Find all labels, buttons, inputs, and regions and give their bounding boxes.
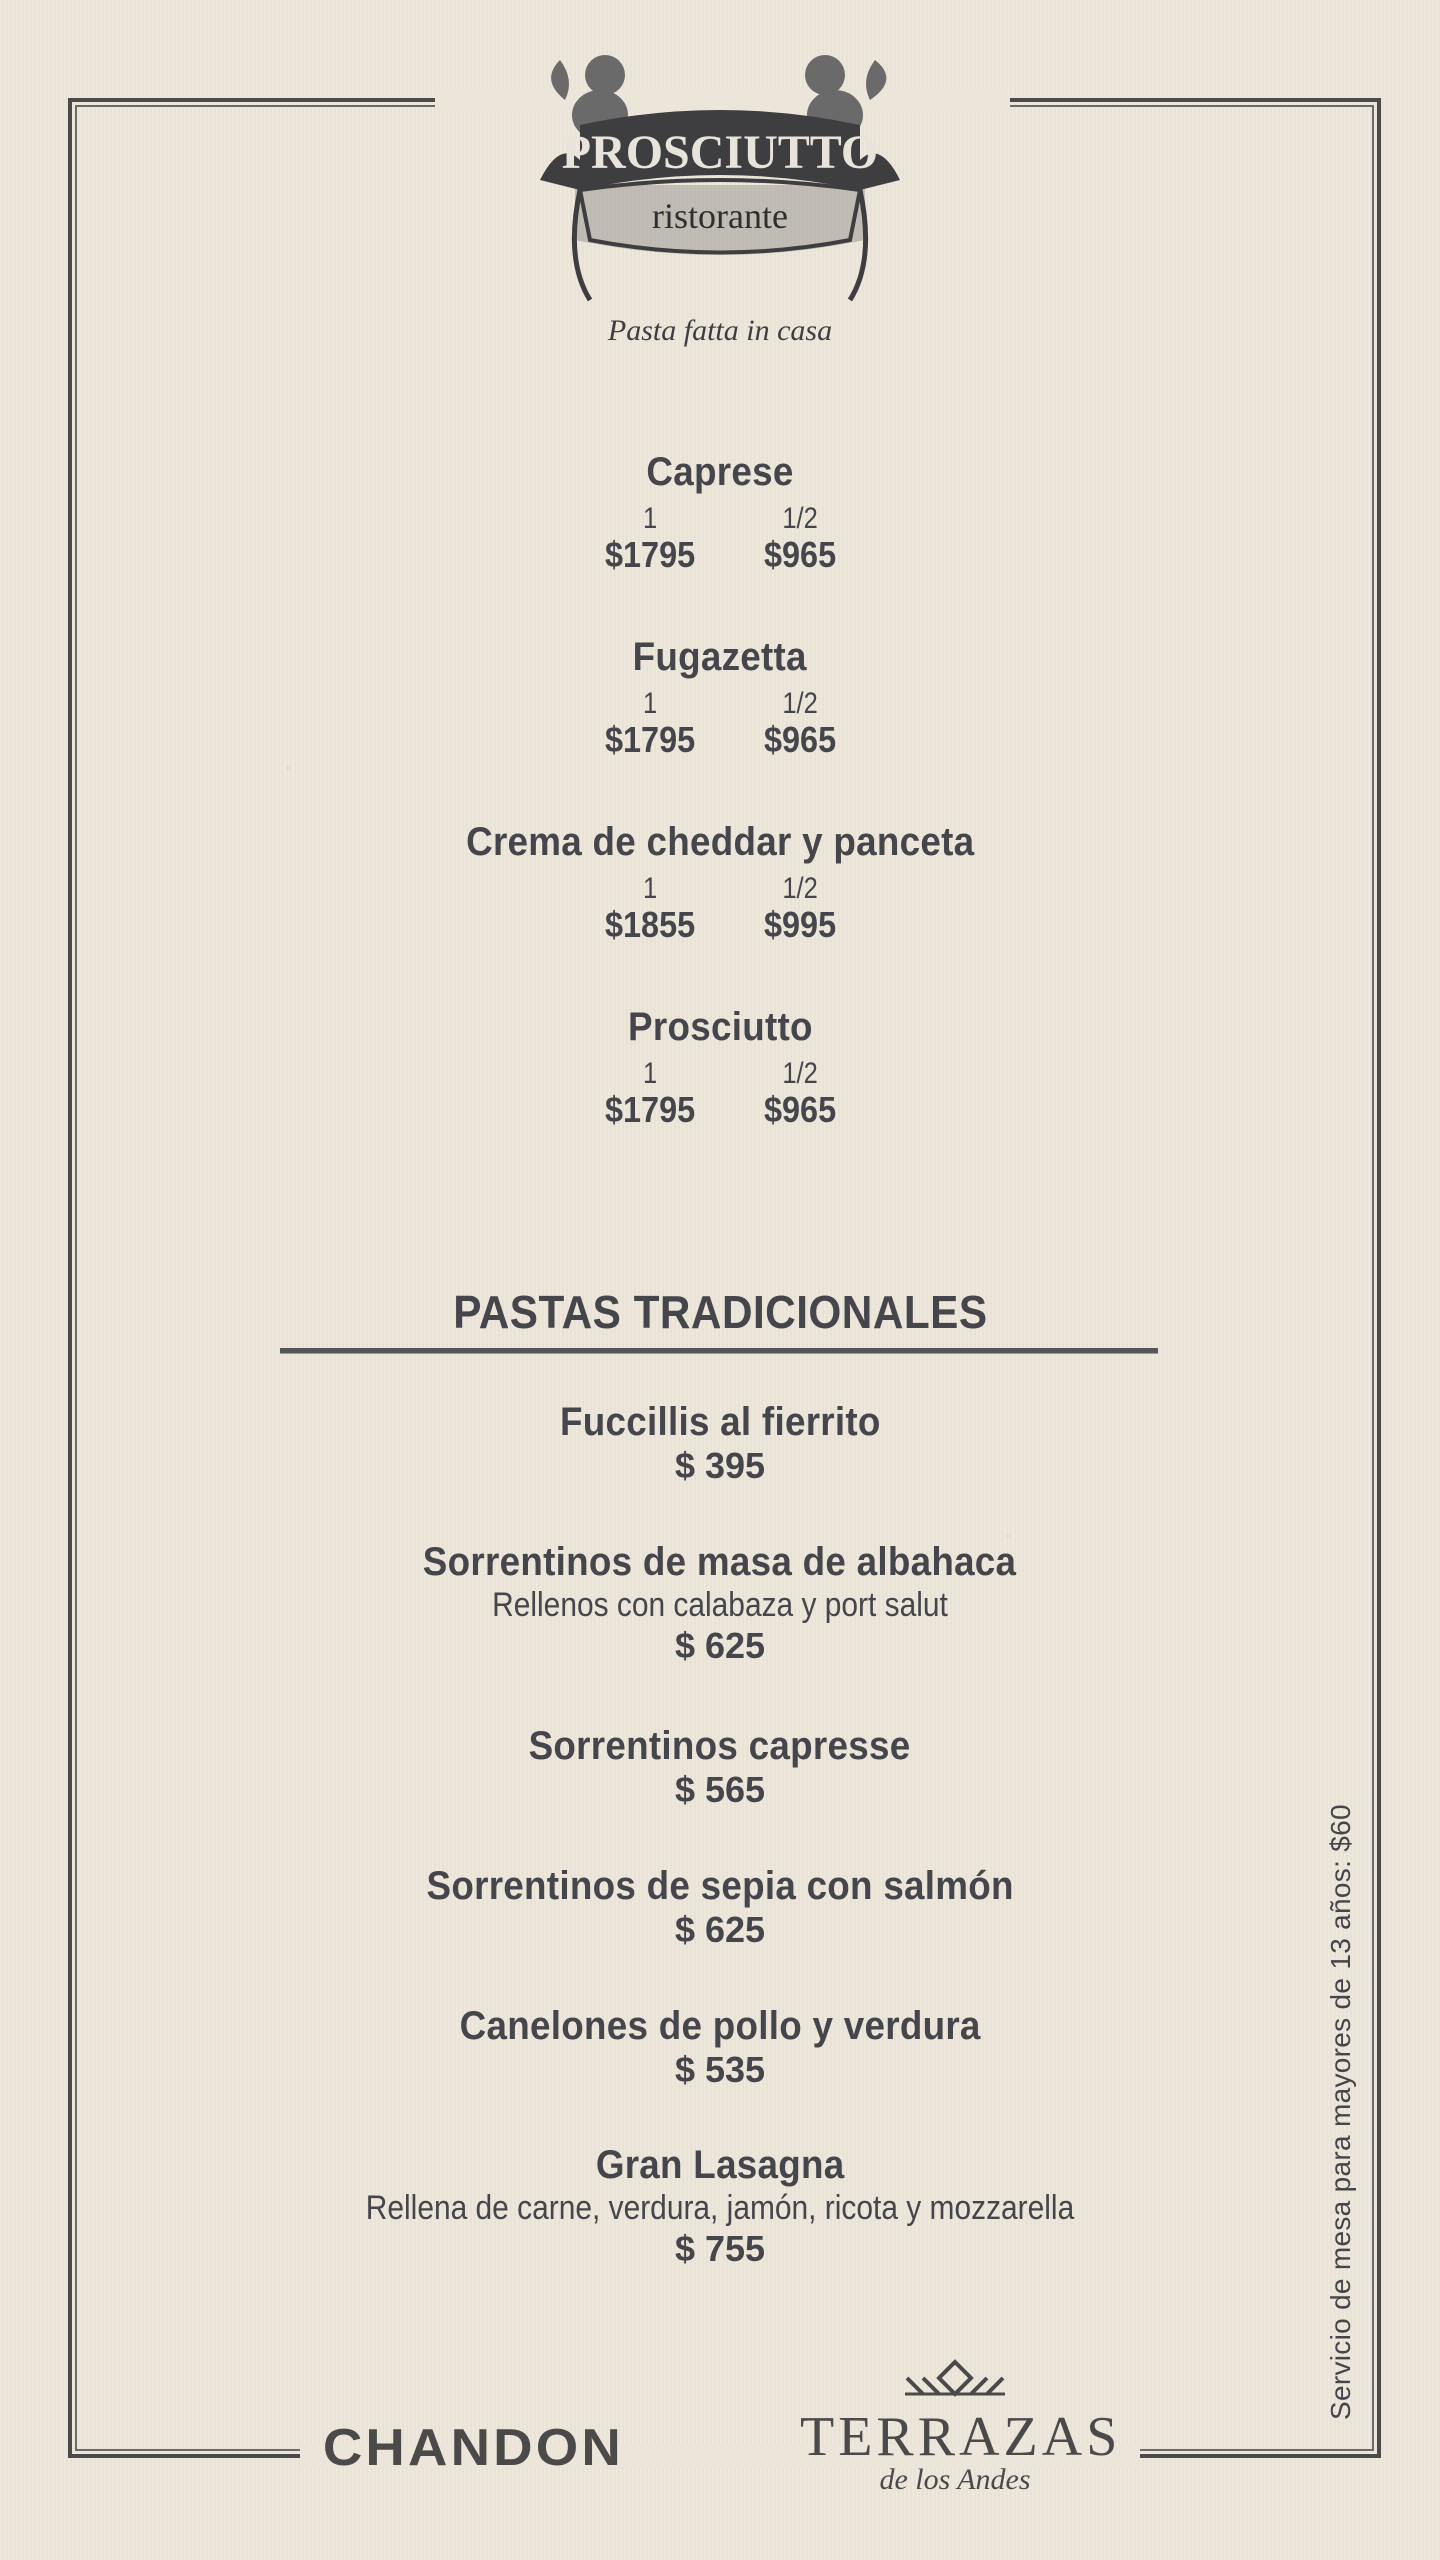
terrazas-wordmark: TERRAZAS [800,2406,1122,2468]
pizza-item [0,450,1440,575]
terrazas-subtitle: de los Andes [879,2463,1031,2496]
pasta-name: Gran Lasagna [595,2143,845,2187]
pasta-description: Rellenos con calabaza y port salut [492,1586,948,1624]
pasta-name: Fuccillis al fierrito [559,1400,881,1444]
size-label: 1 [642,872,658,905]
pizza-name: Crema de cheddar y panceta [465,820,975,864]
svg-text:PROSCIUTTO: PROSCIUTTO [561,126,879,179]
pasta-description: Rellena de carne, verdura, jamón, ricota y mozzarella [365,2189,1075,2227]
pasta-price: $ 625 [674,1909,766,1950]
price-value: $1795 [604,719,695,760]
size-label: 1 [642,687,658,720]
pizza-name: Caprese [646,450,794,494]
chandon-logo: CHANDON [322,2419,624,2477]
pizza-item [0,820,1440,945]
pastas-heading: PASTAS TRADICIONALES [452,1286,988,1338]
heading-divider [280,1348,1158,1353]
size-label: 1 [642,1057,658,1090]
pizza-name: Prosciutto [627,1005,813,1049]
pasta-price: $ 395 [674,1445,766,1486]
pasta-name: Sorrentinos de sepia con salmón [426,1864,1014,1908]
pizza-name: Fugazetta [632,635,808,679]
pasta-item [0,1864,1440,1951]
price-value: $1855 [604,904,695,945]
pizza-item [0,1005,1440,1130]
price-value: $965 [764,534,837,575]
pasta-item [0,1724,1440,1811]
terrazas-emblem-icon [895,2358,1015,2404]
svg-text:ristorante: ristorante [652,196,788,236]
pasta-name: Sorrentinos de masa de albahaca [423,1540,1017,1584]
svg-text:Pasta fatta in casa: Pasta fatta in casa [607,314,833,347]
pasta-price: $ 535 [674,2049,766,2090]
pasta-item [0,1540,1440,1667]
size-label: 1 [642,502,658,535]
price-value: $1795 [604,1089,695,1130]
pasta-price: $ 565 [674,1769,766,1810]
price-value: $995 [764,904,837,945]
service-note: Servicio de mesa para mayores de 13 años: $60 [1325,1804,1356,2420]
price-value: $965 [764,1089,837,1130]
pasta-name: Sorrentinos capresse [529,1724,911,1768]
size-label: 1/2 [782,687,818,720]
prosciutto-logo [520,40,920,360]
pasta-price: $ 625 [674,1625,766,1666]
size-label: 1/2 [782,502,818,535]
size-label: 1/2 [782,1057,818,1090]
pasta-price: $ 755 [674,2228,766,2269]
size-label: 1/2 [782,872,818,905]
pasta-name: Canelones de pollo y verdura [459,2004,981,2048]
pizza-item [0,635,1440,760]
pasta-item [0,1400,1440,1487]
price-value: $1795 [604,534,695,575]
price-value: $965 [764,719,837,760]
terrazas-logo [800,2358,1122,2496]
pasta-item [0,2143,1440,2270]
pasta-item [0,2004,1440,2091]
